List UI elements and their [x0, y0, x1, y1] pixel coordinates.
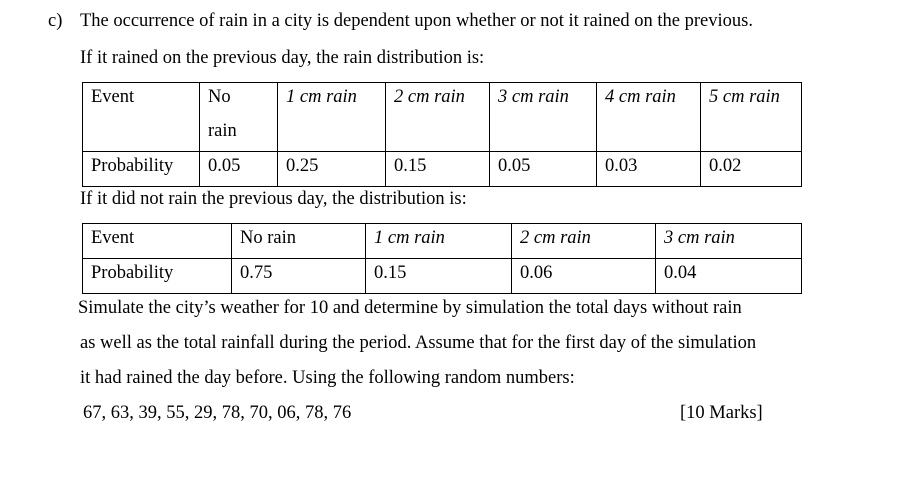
probability-cell: 0.15: [386, 152, 490, 187]
event-row-label: Event: [83, 224, 232, 259]
probability-row-label: Probability: [83, 152, 200, 187]
probability-row-label: Probability: [83, 259, 232, 294]
no-rain-heading: If it did not rain the previous day, the distribution is:: [80, 189, 467, 209]
probability-cell: 0.05: [200, 152, 278, 187]
event-cell: 4 cm rain: [597, 83, 701, 152]
event-row: [83, 224, 802, 259]
question-intro: The occurrence of rain in a city is dependent upon whether or not it rained on the previous.: [80, 11, 753, 31]
probability-cell: 0.02: [701, 152, 802, 187]
event-cell: No rain: [200, 83, 278, 152]
event-cell: 1 cm rain: [278, 83, 386, 152]
probability-cell: 0.04: [656, 259, 802, 294]
instruction-line: Simulate the city’s weather for 10 and determine by simulation the total days without rain: [78, 298, 742, 318]
event-cell: 3 cm rain: [656, 224, 802, 259]
instruction-line: it had rained the day before. Using the following random numbers:: [80, 368, 575, 388]
marks: [10 Marks]: [680, 403, 763, 423]
question-label: c): [48, 11, 63, 31]
instruction-line: as well as the total rainfall during the period. Assume that for the first day of the simulation: [80, 333, 757, 353]
event-cell: 5 cm rain: [701, 83, 802, 152]
event-row: [83, 83, 802, 152]
probability-cell: 0.03: [597, 152, 701, 187]
probability-cell: 0.75: [232, 259, 366, 294]
event-cell: No rain: [232, 224, 366, 259]
rained-distribution-table: [82, 82, 802, 187]
event-cell: 2 cm rain: [512, 224, 656, 259]
probability-cell: 0.15: [366, 259, 512, 294]
probability-row: [83, 152, 802, 187]
probability-row: [83, 259, 802, 294]
event-cell: 2 cm rain: [386, 83, 490, 152]
rained-heading: If it rained on the previous day, the rain distribution is:: [80, 48, 485, 68]
probability-cell: 0.05: [490, 152, 597, 187]
event-cell: 1 cm rain: [366, 224, 512, 259]
random-numbers: 67, 63, 39, 55, 29, 78, 70, 06, 78, 76: [83, 403, 352, 423]
no-rain-distribution-table: [82, 223, 802, 294]
probability-cell: 0.25: [278, 152, 386, 187]
event-row-label: Event: [83, 83, 200, 152]
event-cell: 3 cm rain: [490, 83, 597, 152]
probability-cell: 0.06: [512, 259, 656, 294]
